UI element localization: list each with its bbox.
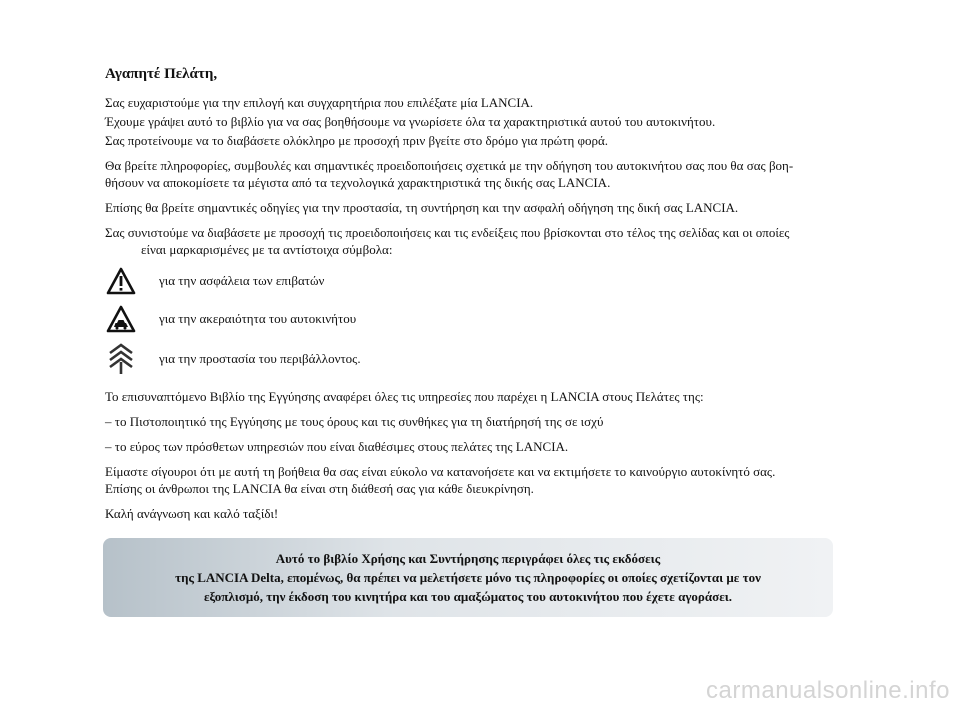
edition-notice-box [103,538,833,617]
environment-tree-icon [105,343,137,375]
warranty-intro: Το επισυναπτόμενο Βιβλίο της Εγγύησης αναφέρει όλες τις υπηρεσίες που παρέχει η LANCIA στους Πελάτες της: [105,389,704,404]
important-paragraph: Επίσης θα βρείτε σημαντικές οδηγίες για την προστασία, τη συντήρηση και την ασφαλή οδήγηση της δική σας LANCIA. [105,200,739,215]
warnings-paragraph [105,224,835,258]
farewell-line: Καλή ανάγνωση και καλό ταξίδι! [105,506,279,521]
closing-line-2: Επίσης οι άνθρωποι της LANCIA θα είναι στη διάθεσή σας για κάθε διευκρίνηση. [105,481,534,496]
symbol-label-car: για την ακεραιότητα του αυτοκινήτου [159,311,357,326]
intro-line-1: Σας ευχαριστούμε για την επιλογή και συγχαρητήρια που επιλέξατε μία LANCIA. [105,95,534,110]
warnings-paragraph-line-2: είναι μαρκαρισμένες με τα αντίστοιχα σύμβολα: [141,242,393,257]
page-content [105,66,835,530]
warning-triangle-icon [105,265,137,297]
greeting-heading: Αγαπητέ Πελάτη, [105,66,218,82]
car-integrity-icon [105,303,137,335]
info-paragraph-line-1: Θα βρείτε πληροφορίες, συμβουλές και σημαντικές προειδοποιήσεις σχετικά με την οδήγηση του αυτοκινήτου σας που θα σας βοη- [105,158,794,173]
intro-line-3: Σας προτείνουμε να το διαβάσετε ολόκληρο με προσοχή πριν βγείτε στο δρόμο για πρώτη φορά. [105,133,609,148]
warranty-item-1: – το Πιστοποιητικό της Εγγύησης με τους όρους και τις συνθήκες για τη διατήρησή της σε ισχύ [105,414,604,429]
warranty-item-2: – το εύρος των πρόσθετων υπηρεσιών που είναι διαθέσιμες στους πελάτες της LANCIA. [105,439,569,454]
closing-line-1: Είμαστε σίγουροι ότι με αυτή τη βοήθεια θα σας είναι εύκολο να κατανοήσετε και να εκτιμήσετε το καινούργιο αυτοκίνητό σας. [105,464,776,479]
symbol-label-environment: για την προστασία του περιβάλλοντος. [159,351,361,366]
info-paragraph-line-2: θήσουν να αποκομίσετε τα μέγιστα από τα τεχνολογικά χαρακτηριστικά της δικής σας LANCIA. [105,175,611,190]
symbol-label-safety: για την ασφάλεια των επιβατών [159,273,325,288]
watermark-text: carmanualsonline.info [706,677,950,704]
symbol-row-car [105,300,835,338]
notice-line-2: της LANCIA Delta, επομένως, θα πρέπει να μελετήσετε μόνο τις πληροφορίες οι οποίες σχετίζονται με τον [175,570,761,585]
notice-line-3: εξοπλισμό, την έκδοση του κινητήρα και του αμαξώματος του αυτοκινήτου που έχετε αγοράσει. [203,589,733,604]
info-paragraph [105,157,835,191]
symbol-row-safety [105,262,835,300]
notice-line-1: Αυτό το βιβλίο Χρήσης και Συντήρησης περιγράφει όλες τις εκδόσεις [275,551,661,566]
symbol-row-environment [105,338,835,380]
closing-paragraph [105,463,835,497]
intro-line-2: Έχουμε γράψει αυτό το βιβλίο για να σας βοηθήσουμε να γνωρίσετε όλα τα χαρακτηριστικά αυτού του αυτοκινήτου. [105,114,716,129]
warnings-paragraph-line-1: Σας συνιστούμε να διαβάσετε με προσοχή τις προειδοποιήσεις και τις ενδείξεις που βρίσκονται στο τέλος της σελίδας και οι οποίες [105,225,790,240]
